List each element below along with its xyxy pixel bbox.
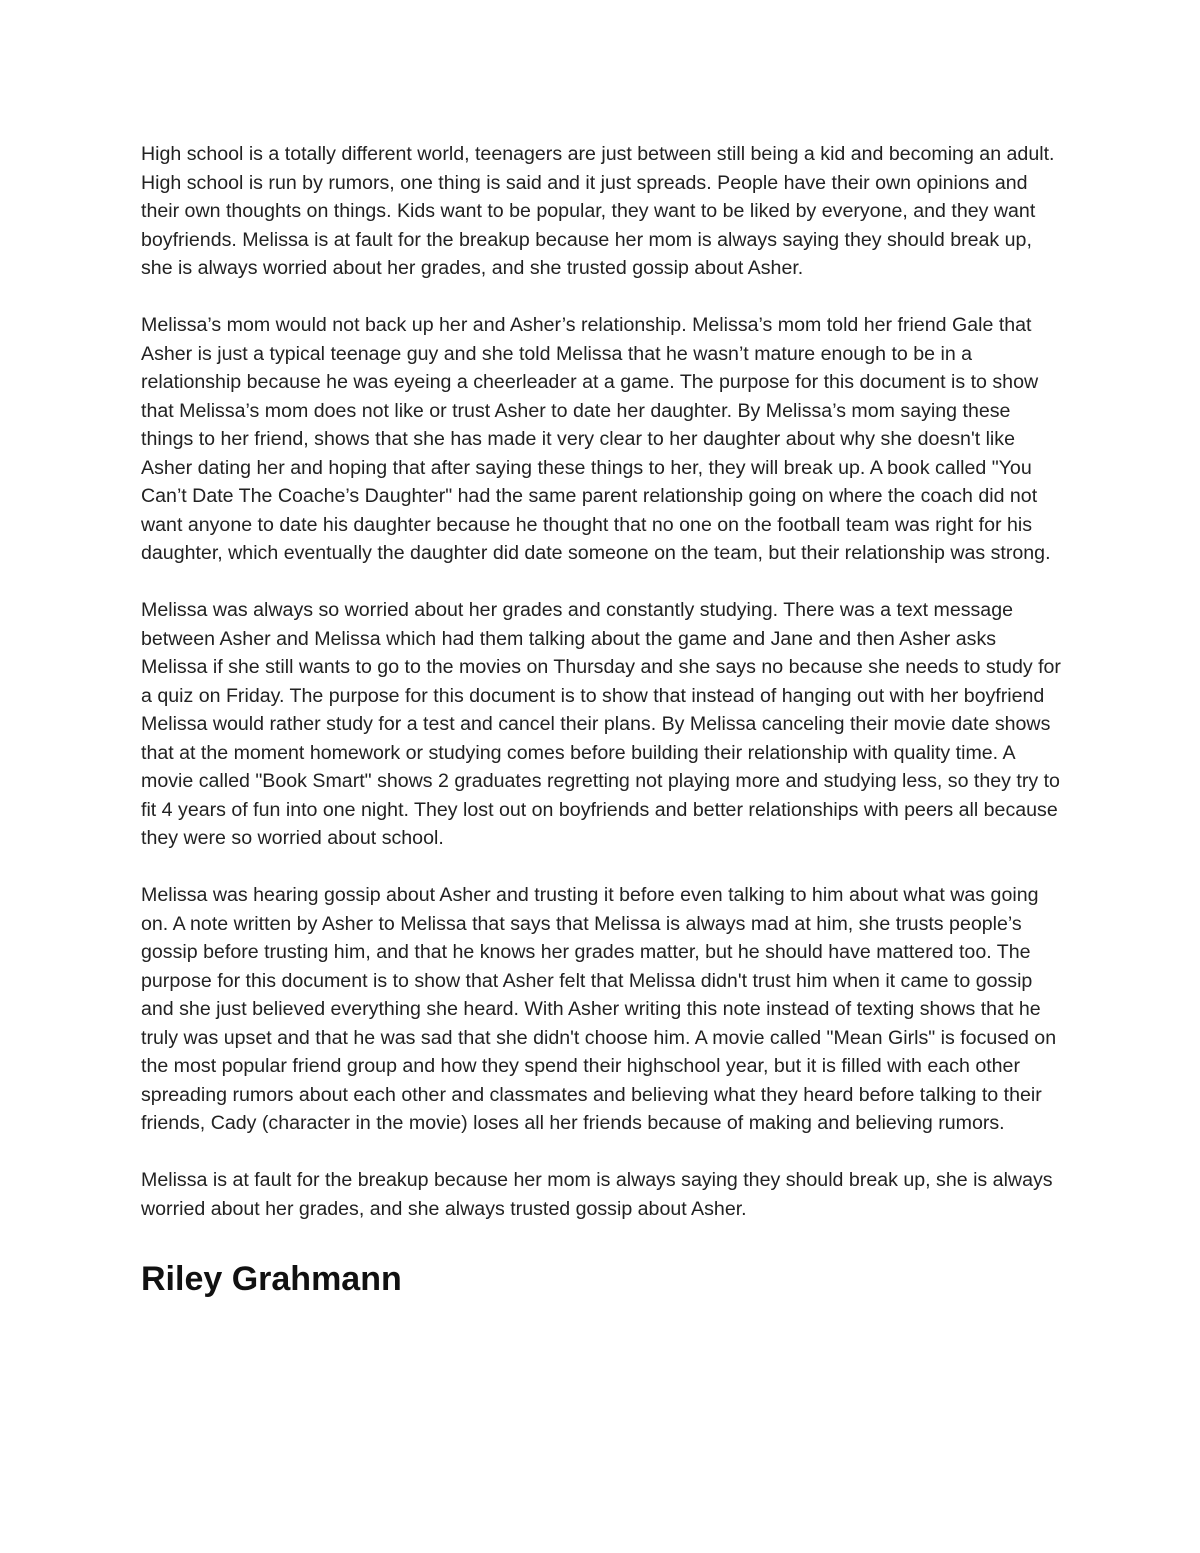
- paragraph-mom: Melissa’s mom would not back up her and Asher’s relationship. Melissa’s mom told her friend Gale that Asher is just a typical teenage guy and she told Melissa that he wasn’t mature enough to be in a relationship because he was eyeing a cheerleader at a game. The purpose for this document is to show that Melissa’s mom does not like or trust Asher to date her daughter. By Melissa’s mom saying these things to her friend, shows that she has made it very clear to her daughter about why she doesn't like Asher dating her and hoping that after saying these things to her, they will break up. A book called "You Can’t Date The Coache’s Daughter" had the same parent relationship going on where the coach did not want anyone to date his daughter because he thought that no one on the football team was right for his daughter, which eventually the daughter did date someone on the team, but their relationship was strong.: [141, 314, 1051, 564]
- document-body: [141, 140, 1066, 1299]
- paragraph-grades: Melissa was always so worried about her grades and constantly studying. There was a text message between Asher and Melissa which had them talking about the game and Jane and then Asher asks Melissa if she still wants to go to the movies on Thursday and she says no because she needs to study for a quiz on Friday. The purpose for this document is to show that instead of hanging out with her boyfriend Melissa would rather study for a test and cancel their plans. By Melissa canceling their movie date shows that at the moment homework or studying comes before building their relationship with quality time. A movie called "Book Smart" shows 2 graduates regretting not playing more and studying less, so they try to fit 4 years of fun into one night. They lost out on boyfriends and better relationships with peers all because they were so worried about school.: [141, 599, 1061, 849]
- paragraph-conclusion: Melissa is at fault for the breakup because her mom is always saying they should break up, she is always worried about her grades, and she always trusted gossip about Asher.: [141, 1169, 1053, 1220]
- author-name: Riley Grahmann: [141, 1260, 402, 1298]
- paragraph-gossip: Melissa was hearing gossip about Asher and trusting it before even talking to him about what was going on. A note written by Asher to Melissa that says that Melissa is always mad at him, she trusts people’s gossip before trusting him, and that he knows her grades matter, but he should have mattered too. The purpose for this document is to show that Asher felt that Melissa didn't trust him when it came to gossip and she just believed everything she heard. With Asher writing this note instead of texting shows that he truly was upset and that he was sad that she didn't choose him. A movie called "Mean Girls" is focused on the most popular friend group and how they spend their highschool year, but it is filled with each other spreading rumors about each other and classmates and believing what they heard before talking to their friends, Cady (character in the movie) loses all her friends because of making and believing rumors.: [141, 884, 1057, 1134]
- paragraph-intro: High school is a totally different world, teenagers are just between still being a kid and becoming an adult. High school is run by rumors, one thing is said and it just spreads. People have their own opinions and their own thoughts on things. Kids want to be popular, they want to be liked by everyone, and they want boyfriends. Melissa is at fault for the breakup because her mom is always saying they should break up, she is always worried about her grades, and she trusted gossip about Asher.: [141, 143, 1055, 279]
